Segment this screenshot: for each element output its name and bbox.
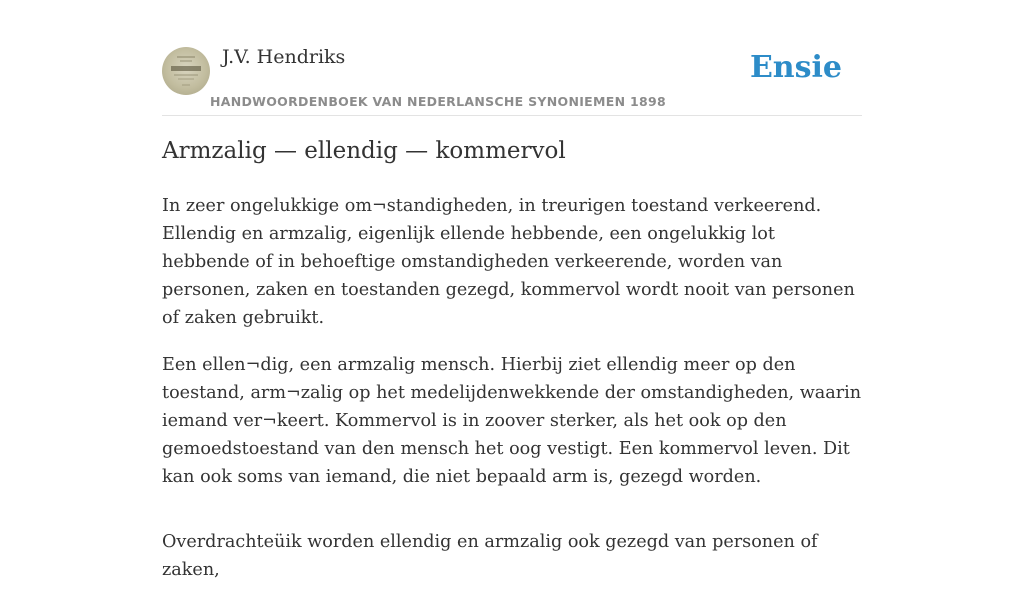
- author-name[interactable]: J.V. Hendriks: [222, 46, 346, 68]
- book-cover-icon[interactable]: [162, 47, 210, 95]
- article-content: [162, 192, 864, 603]
- article-paragraph: Een ellen¬dig, een armzalig mensch. Hierbij ziet ellendig meer op den toestand, arm¬zalig op het medelijdenwekkende der omstandigheden, waarin iemand ver¬keert. Kommervol is in zoover sterker, als het ook op den gemoedstoestand van den mensch het oog vestigt. Een kommervol leven. Dit kan ook soms van iemand, die niet bepaald arm is, gezegd worden.: [162, 355, 862, 487]
- header: [162, 44, 862, 116]
- article-title: Armzalig — ellendig — kommervol: [162, 138, 566, 164]
- brand-logo-link[interactable]: Ensie: [749, 50, 842, 85]
- book-title[interactable]: HANDWOORDENBOEK VAN NEDERLANSCHE SYNONIEMEN 1898: [210, 94, 667, 109]
- article-paragraph: In zeer ongelukkige om¬standigheden, in treurigen toestand verkeerend. Ellendig en armzalig, eigenlijk ellende hebbende, een ongelukkig lot hebbende of in behoeftige omstandigheden verkeerende, worden van personen, zaken en toestanden gezegd, kommervol wordt nooit van personen of zaken gebruikt.: [162, 196, 855, 328]
- article-paragraph: Overdrachteüik worden ellendig en armzalig ook gezegd van personen of zaken,: [162, 532, 818, 580]
